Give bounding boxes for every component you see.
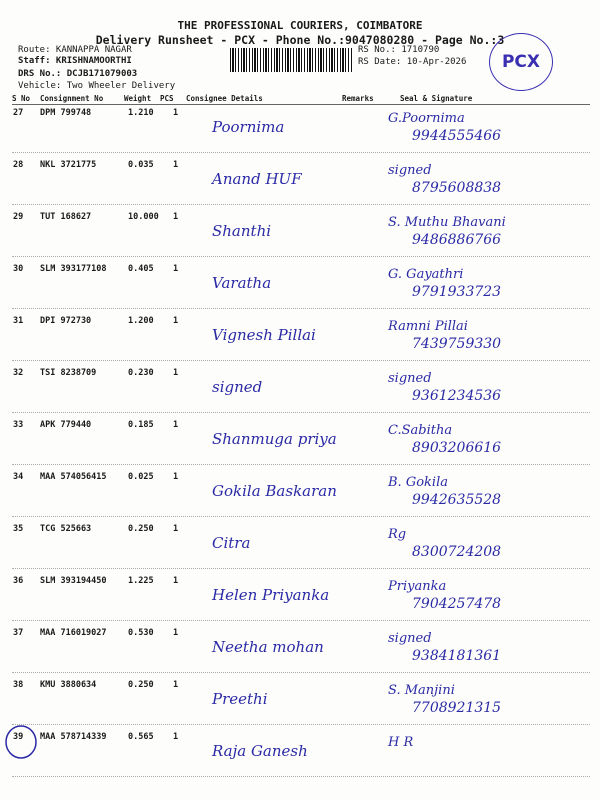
cell-consignment: SLM 393177108 [40, 264, 107, 274]
cell-sno: 30 [13, 264, 24, 274]
handwritten-consignee: Shanmuga priya [212, 430, 337, 448]
rs-number: RS No.: 1710790 [358, 45, 440, 55]
cell-pcs: 1 [173, 628, 179, 638]
cell-sno: 37 [13, 628, 24, 638]
col-header-pcs: PCS [160, 94, 174, 103]
handwritten-consignee: Citra [212, 534, 251, 552]
cell-weight: 0.185 [128, 420, 154, 430]
handwritten-signature: signed [388, 631, 432, 646]
cell-weight: 0.530 [128, 628, 154, 638]
cell-consignment: TSI 8238709 [40, 368, 97, 378]
handwritten-consignee: Anand HUF [212, 170, 302, 188]
handwritten-phone: 9384181361 [412, 648, 502, 664]
route-label: Route: KANNAPPA NAGAR [18, 45, 132, 55]
cell-sno: 29 [13, 212, 24, 222]
cell-weight: 0.035 [128, 160, 154, 170]
cell-pcs: 1 [173, 472, 179, 482]
cell-weight: 10.000 [128, 212, 159, 222]
cell-sno: 38 [13, 680, 24, 690]
handwritten-consignee: Gokila Baskaran [212, 482, 337, 500]
cell-weight: 0.250 [128, 524, 154, 534]
cell-pcs: 1 [173, 212, 179, 222]
cell-consignment: DPM 799748 [40, 108, 92, 118]
col-header-consignee: Consignee Details [186, 94, 263, 103]
cell-pcs: 1 [173, 576, 179, 586]
cell-sno: 36 [13, 576, 24, 586]
cell-pcs: 1 [173, 680, 179, 690]
cell-consignment: TUT 168627 [40, 212, 92, 222]
rs-date: RS Date: 10-Apr-2026 [358, 57, 467, 67]
col-header-remarks: Remarks [342, 94, 374, 103]
handwritten-consignee: signed [212, 378, 263, 396]
cell-consignment: DPI 972730 [40, 316, 92, 326]
cell-weight: 0.025 [128, 472, 154, 482]
handwritten-signature: signed [388, 371, 432, 386]
cell-sno: 28 [13, 160, 24, 170]
handwritten-phone: 8903206616 [412, 440, 502, 456]
cell-pcs: 1 [173, 160, 179, 170]
handwritten-signature: C.Sabitha [388, 423, 453, 438]
cell-sno: 33 [13, 420, 24, 430]
handwritten-signature: H R [388, 735, 414, 750]
cell-consignment: MAA 716019027 [40, 628, 107, 638]
cell-pcs: 1 [173, 420, 179, 430]
cell-pcs: 1 [173, 732, 179, 742]
handwritten-signature: S. Muthu Bhavani [388, 215, 506, 230]
handwritten-consignee: Shanthi [212, 222, 272, 240]
cell-consignment: TCG 525663 [40, 524, 92, 534]
handwritten-signature: G. Gayathri [388, 267, 464, 282]
cell-sno: 27 [13, 108, 24, 118]
cell-weight: 1.200 [128, 316, 154, 326]
cell-pcs: 1 [173, 316, 179, 326]
handwritten-consignee: Varatha [212, 274, 272, 292]
handwritten-phone: 9361234536 [412, 388, 502, 404]
cell-sno: 39 [13, 732, 24, 742]
cell-pcs: 1 [173, 368, 179, 378]
cell-consignment: MAA 574056415 [40, 472, 107, 482]
handwritten-consignee: Preethi [212, 690, 268, 708]
cell-consignment: MAA 578714339 [40, 732, 107, 742]
handwritten-signature: Priyanka [388, 579, 447, 594]
cell-consignment: NKL 3721775 [40, 160, 97, 170]
cell-sno: 35 [13, 524, 24, 534]
cell-weight: 0.565 [128, 732, 154, 742]
handwritten-signature: signed [388, 163, 432, 178]
handwritten-signature: G.Poornima [388, 111, 465, 126]
col-header-sno: S No [12, 94, 31, 103]
drs-label: DRS No.: DCJB171079003 [18, 69, 138, 79]
col-header-consignment: Consignment No [40, 94, 104, 103]
handwritten-phone: 8795608838 [412, 180, 502, 196]
handwritten-phone: 9791933723 [412, 284, 502, 300]
cell-weight: 0.405 [128, 264, 154, 274]
cell-sno: 34 [13, 472, 24, 482]
handwritten-phone: 7708921315 [412, 700, 502, 716]
handwritten-phone: 7904257478 [412, 596, 502, 612]
handwritten-consignee: Neetha mohan [212, 638, 324, 656]
cell-sno: 32 [13, 368, 24, 378]
cell-consignment: APK 779440 [40, 420, 92, 430]
cell-consignment: SLM 393194450 [40, 576, 107, 586]
cell-weight: 0.250 [128, 680, 154, 690]
handwritten-consignee: Poornima [212, 118, 285, 136]
pcx-stamp: PCX [489, 33, 553, 91]
cell-pcs: 1 [173, 108, 179, 118]
handwritten-consignee: Raja Ganesh [212, 742, 308, 760]
handwritten-signature: Rg [388, 527, 407, 542]
handwritten-signature: S. Manjini [388, 683, 455, 698]
handwritten-signature: B. Gokila [388, 475, 448, 490]
cell-weight: 1.225 [128, 576, 154, 586]
col-header-seal: Seal & Signature [400, 94, 473, 103]
cell-weight: 0.230 [128, 368, 154, 378]
cell-consignment: KMU 3880634 [40, 680, 97, 690]
handwritten-consignee: Helen Priyanka [212, 586, 330, 604]
company-title: THE PROFESSIONAL COURIERS, COIMBATORE [177, 19, 423, 32]
handwritten-phone: 7439759330 [412, 336, 502, 352]
cell-pcs: 1 [173, 264, 179, 274]
cell-weight: 1.210 [128, 108, 154, 118]
circled-serial-mark [6, 726, 36, 758]
handwritten-phone: 9944555466 [412, 128, 502, 144]
handwritten-phone: 9486886766 [412, 232, 502, 248]
vehicle-label: Vehicle: Two Wheeler Delivery [18, 81, 176, 91]
staff-label: Staff: KRISHNAMOORTHI [18, 56, 132, 66]
handwritten-phone: 8300724208 [412, 544, 502, 560]
col-header-weight: Weight [124, 94, 152, 103]
handwritten-consignee: Vignesh Pillai [212, 326, 316, 344]
handwritten-signature: Ramni Pillai [388, 319, 468, 334]
runsheet-subtitle: Delivery Runsheet - PCX - Phone No.:9047080280 - Page No.:3 [95, 33, 505, 47]
cell-pcs: 1 [173, 524, 179, 534]
handwritten-phone: 9942635528 [412, 492, 502, 508]
cell-sno: 31 [13, 316, 24, 326]
